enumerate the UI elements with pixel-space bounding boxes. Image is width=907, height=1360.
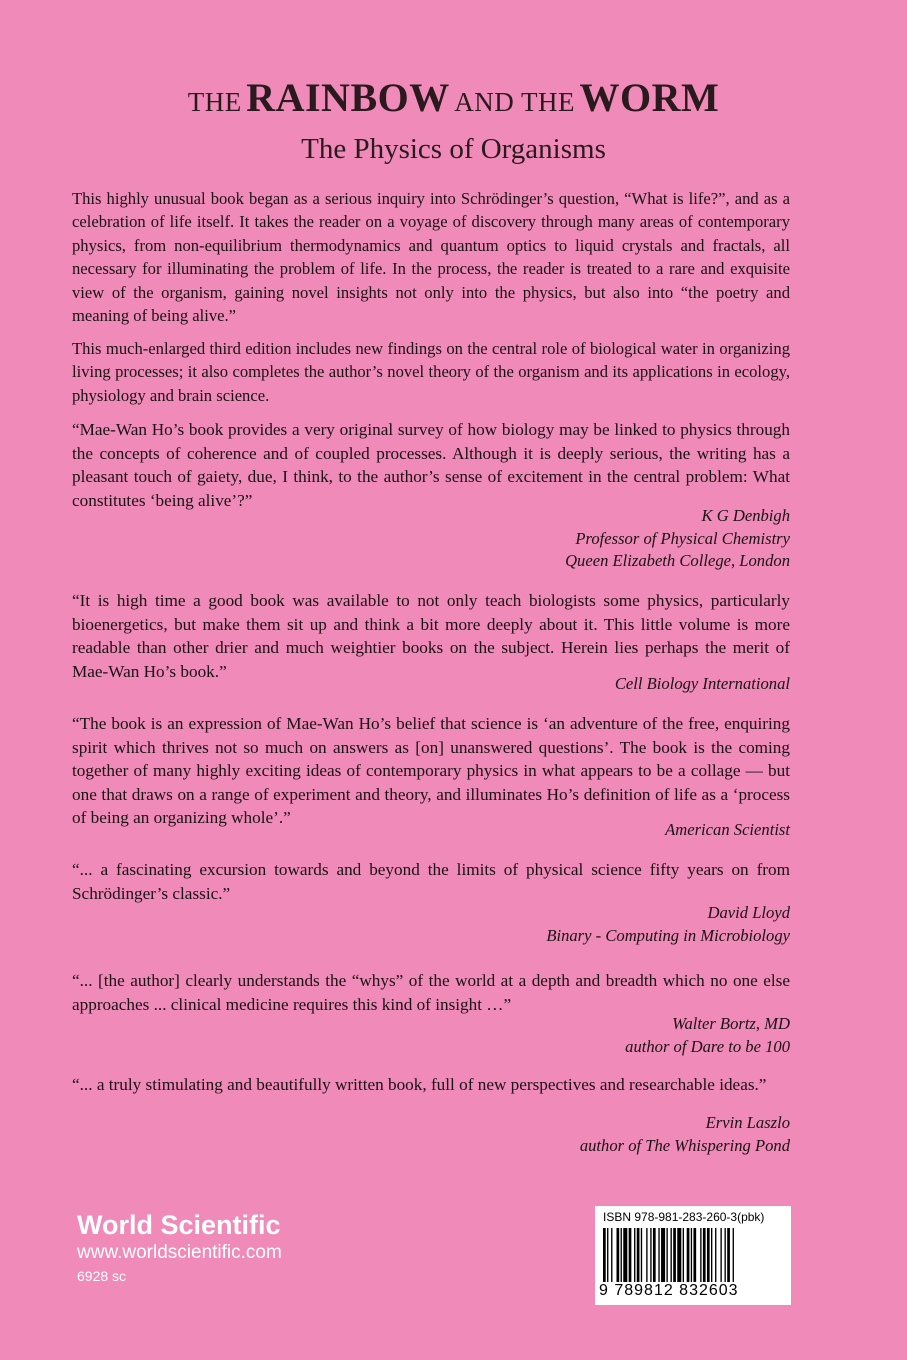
publisher-name: World Scientific bbox=[77, 1210, 281, 1240]
review-attribution-4 bbox=[290, 902, 790, 947]
barcode-bar bbox=[677, 1228, 681, 1282]
barcode-bar bbox=[700, 1228, 701, 1282]
description-paragraph-2: This much-enlarged third edition includes new findings on the central role of biological water in organizing living processes; it also completes the author’s novel theory of the organism and its applications in ecology, physiology and brain science. bbox=[72, 339, 790, 405]
barcode-bar bbox=[653, 1228, 656, 1282]
title-word-worm: WORM bbox=[579, 75, 720, 120]
product-code: 6928 sc bbox=[77, 1268, 127, 1284]
barcode-bar bbox=[703, 1228, 706, 1282]
review-quote-6: “... a truly stimulating and beautifully written book, full of new perspectives and researchable ideas.” bbox=[72, 1075, 767, 1094]
reviewer-source: Cell Biology International bbox=[614, 674, 790, 693]
review-attribution-5 bbox=[290, 1013, 790, 1058]
barcode-bar bbox=[603, 1228, 606, 1282]
barcode-number: 9 789812 832603 bbox=[599, 1282, 739, 1299]
reviewer-source: author of The Whispering Pond bbox=[579, 1135, 790, 1155]
barcode-bar bbox=[691, 1228, 692, 1282]
barcode-bar bbox=[693, 1228, 696, 1282]
barcode-bar bbox=[661, 1228, 665, 1282]
barcode-bar bbox=[621, 1228, 622, 1282]
barcode-label bbox=[595, 1206, 791, 1305]
book-title bbox=[0, 74, 907, 121]
review-attribution-3 bbox=[290, 819, 790, 842]
barcode-bar bbox=[617, 1228, 620, 1282]
barcode-bar bbox=[607, 1228, 608, 1282]
barcode-bar bbox=[720, 1228, 721, 1282]
review-attribution-6 bbox=[290, 1112, 790, 1157]
isbn-text: ISBN 978-981-283-260-3(pbk) bbox=[603, 1210, 765, 1224]
review-quote-1: “Mae-Wan Ho’s book provides a very original survey of how biology may be linked to physics through the concepts of coherence and of coupled processes. Although it is deeply serious, the writing has a pleasant touch of gaiety, due, I think, to the author’s sense of excitement in the central problem: What constitutes ‘being alive’?” bbox=[72, 420, 790, 510]
barcode-bar bbox=[671, 1228, 672, 1282]
reviewer-name: Ervin Laszlo bbox=[705, 1113, 790, 1132]
barcode-bar bbox=[641, 1228, 642, 1282]
reviewer-name: Walter Bortz, MD bbox=[672, 1014, 790, 1033]
barcode-bar bbox=[650, 1228, 651, 1282]
title-word-the: THE bbox=[187, 87, 242, 117]
title-word-rainbow: RAINBOW bbox=[246, 75, 450, 120]
barcode-icon bbox=[603, 1228, 783, 1282]
review-quote-5: “... [the author] clearly understands the “whys” of the world at a depth and breadth which no one else approaches ... clinical medicine requires this kind of insight …” bbox=[72, 971, 790, 1014]
review-quote-3: “The book is an expression of Mae-Wan Ho’s belief that science is ‘an adventure of the free, enquiring spirit which thrives not so much on answers as [on] unanswered questions’. The book is the coming together of many highly exciting ideas of contemporary physics in what appears to be a collage — but one that draws on a range of experiment and theory, and illuminates Ho’s definition of life as a ‘process of being an organizing whole’.” bbox=[72, 714, 790, 828]
barcode-bar bbox=[637, 1228, 640, 1282]
reviewer-title: Professor of Physical Chemistry bbox=[575, 528, 790, 548]
barcode-bar bbox=[673, 1228, 676, 1282]
barcode-bar bbox=[725, 1228, 726, 1282]
book-subtitle: The Physics of Organisms bbox=[301, 133, 606, 165]
review-quote-4: “... a fascinating excursion towards and beyond the limits of physical science fifty years on from Schrödinger’s classic.” bbox=[72, 860, 790, 903]
barcode-bar bbox=[658, 1228, 659, 1282]
title-words-and-the: AND THE bbox=[454, 87, 575, 117]
publisher-url: www.worldscientific.com bbox=[77, 1242, 282, 1263]
barcode-bar bbox=[733, 1228, 734, 1282]
barcode-bar bbox=[711, 1228, 712, 1282]
barcode-bar bbox=[623, 1228, 627, 1282]
reviewer-source: Binary - Computing in Microbiology bbox=[546, 925, 790, 945]
description-paragraph-1: This highly unusual book began as a serious inquiry into Schrödinger’s question, “What is life?”, and as a celebration of life itself. It takes the reader on a voyage of discovery through many areas of contemporary physics, from non-equilibrium thermodynamics and quantum optics to liquid crystals and fractals, all necessary for illuminating the problem of life. In the process, the reader is treated to a rare and exquisite view of the organism, gaining novel insights not only into the physics, but also into “the poetry and meaning of being alive.” bbox=[72, 189, 790, 326]
barcode-bar bbox=[634, 1228, 635, 1282]
reviewer-source: American Scientist bbox=[665, 820, 790, 839]
review-attribution-2 bbox=[290, 673, 790, 696]
barcode-bar bbox=[707, 1228, 710, 1282]
barcode-bar bbox=[646, 1228, 647, 1282]
barcode-bar bbox=[611, 1228, 612, 1282]
reviewer-affiliation: Queen Elizabeth College, London bbox=[565, 551, 790, 571]
reviewer-name: K G Denbigh bbox=[701, 506, 790, 525]
barcode-bar bbox=[666, 1228, 667, 1282]
barcode-bar bbox=[683, 1228, 684, 1282]
barcode-bar bbox=[715, 1228, 716, 1282]
publisher-block bbox=[77, 1209, 282, 1287]
reviewer-name: David Lloyd bbox=[707, 903, 790, 922]
barcode-bar bbox=[687, 1228, 690, 1282]
review-quote-2: “It is high time a good book was available to not only teach biologists some physics, particularly bioenergetics, but make them sit up and think a bit more deeply about it. This little volume is more readable than other drier and much weightier books on the subject. Herein lies perhaps the merit of Mae-Wan Ho’s book.” bbox=[72, 591, 790, 681]
review-attribution-1 bbox=[290, 505, 790, 573]
barcode-bar bbox=[629, 1228, 632, 1282]
reviewer-source: author of Dare to be 100 bbox=[625, 1036, 790, 1056]
barcode-bar bbox=[727, 1228, 730, 1282]
